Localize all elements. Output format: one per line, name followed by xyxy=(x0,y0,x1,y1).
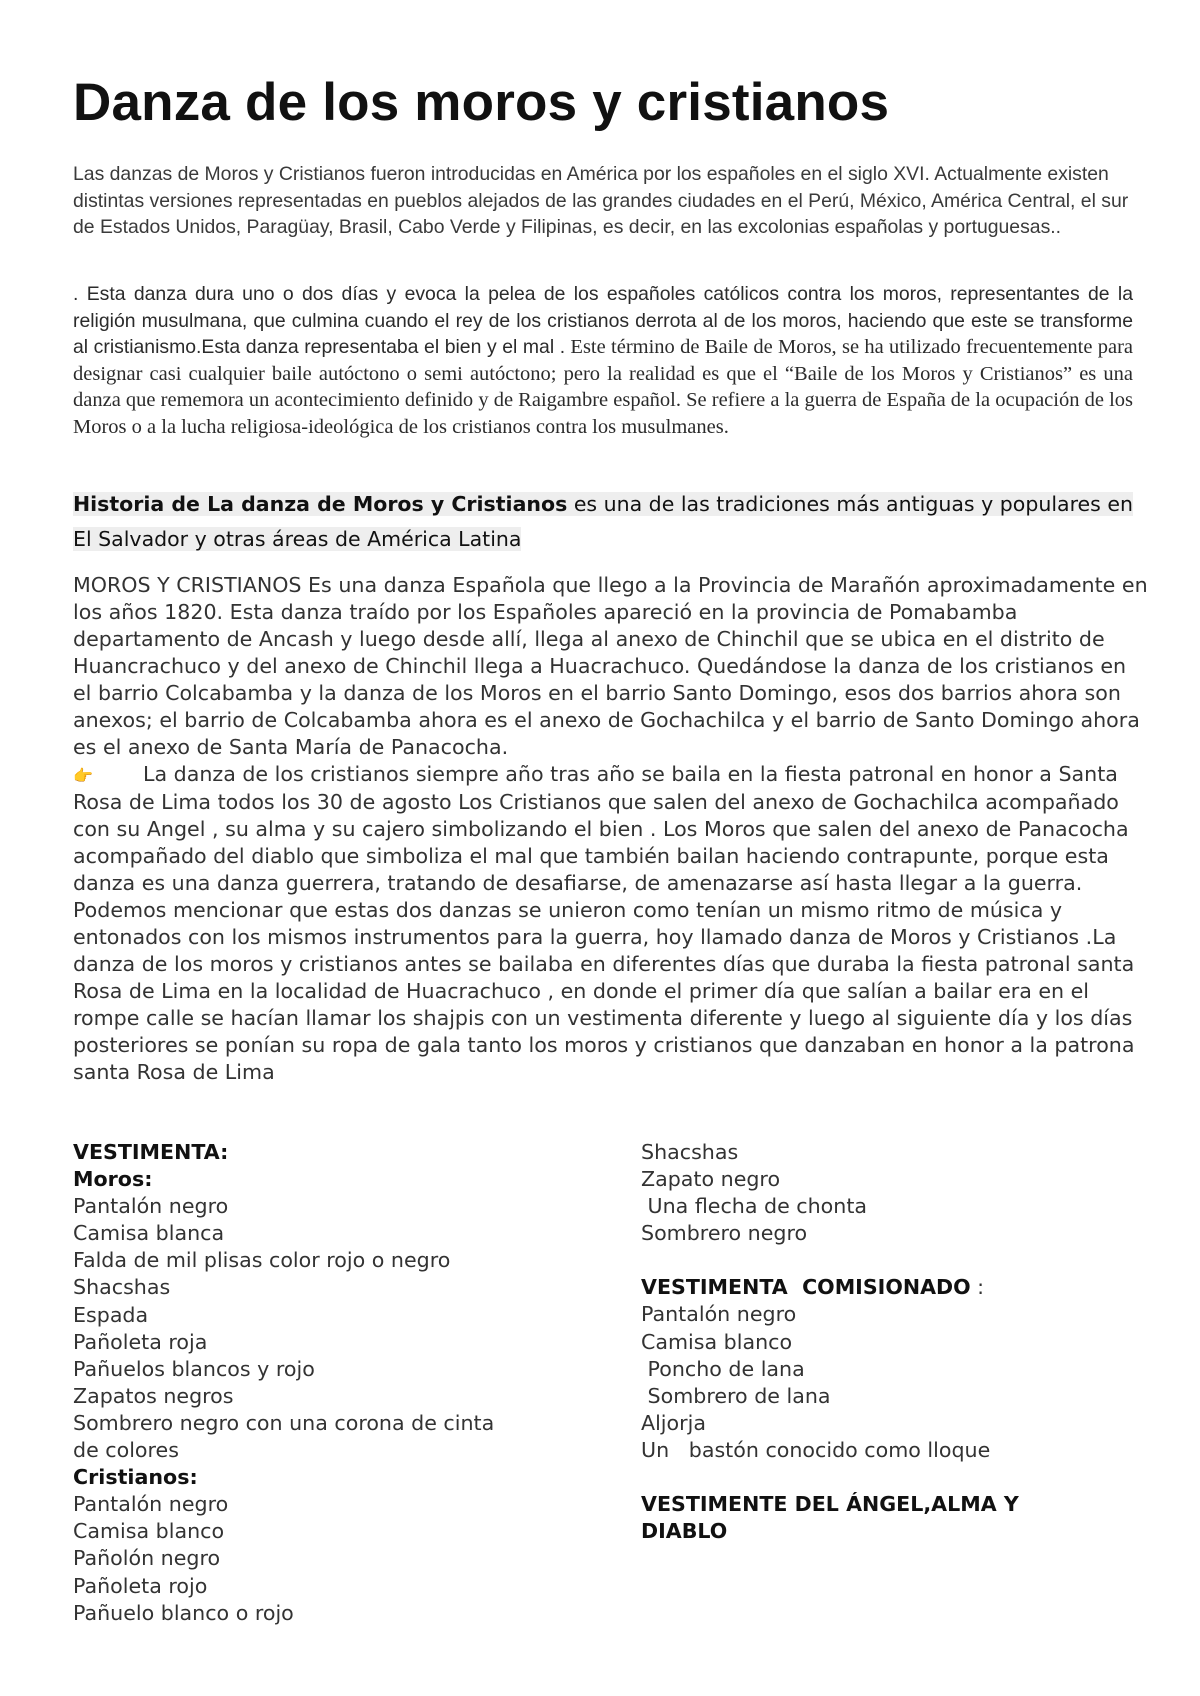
pointing-hand-icon: 👉 xyxy=(73,766,93,785)
left-column xyxy=(73,1139,593,1627)
history-heading xyxy=(73,487,1133,557)
history-highlight xyxy=(73,492,1133,516)
history-rest: es una de las tradiciones más antiguas y populares en xyxy=(567,492,1133,516)
list-item: Pantalón negro xyxy=(73,1492,229,1517)
list-item: Un bastón conocido como lloque xyxy=(641,1437,991,1462)
list-item: Camisa blanco xyxy=(641,1329,793,1354)
list-item: Pantalón negro xyxy=(641,1302,797,1327)
list-item: Zapato negro xyxy=(641,1167,781,1192)
history-bold: Historia de La danza de Moros y Cristianos xyxy=(73,492,568,516)
list-item: Shacshas xyxy=(641,1140,739,1164)
list-item: de colores xyxy=(73,1438,179,1463)
list-item: Poncho de lana xyxy=(641,1356,805,1381)
angel-heading-line-1: VESTIMENTE DEL ÁNGEL,ALMA Y xyxy=(641,1492,1019,1517)
comisionado-colon: : xyxy=(970,1275,985,1300)
list-item: Pantalón negro xyxy=(73,1194,229,1219)
list-item: Una flecha de chonta xyxy=(641,1194,868,1219)
moros-heading: Moros: xyxy=(73,1167,153,1192)
cristianos-heading: Cristianos: xyxy=(73,1465,198,1490)
body-paragraph-2 xyxy=(73,761,1148,1086)
main-body xyxy=(73,572,1148,1086)
intro-paragraph: Las danzas de Moros y Cristianos fueron introducidas en América por los españoles en el siglo XVI. Actualmente existen distintas versiones representadas en pueblos alejados de las grandes ciudades en el Perú, México, América Central, el sur de Estados Unidos, Paragüay, Brasil, Cabo Verde y Filipinas, es decir, en las excolonias españolas y portuguesas.. xyxy=(73,163,1129,238)
list-item: Aljorja xyxy=(641,1410,706,1435)
list-item: Shacshas xyxy=(73,1275,171,1300)
list-item: Sombrero de lana xyxy=(641,1383,831,1408)
comisionado-heading-text: VESTIMENTA COMISIONADO xyxy=(641,1275,971,1300)
spacer xyxy=(641,1464,1161,1491)
body-paragraph-1: MOROS Y CRISTIANOS Es una danza Española que llego a la Provincia de Marañón aproximadamente en los años 1820. Esta danza traído por los Españoles apareció en la provincia de Pomabamba departamento de Ancash y luego desde allí, llega al anexo de Chinchil que se ubica en el distrito de Huancrachuco y del anexo de Chinchil llega a Huacrachuco. Quedándose la danza de los cristianos en el barrio Colcabamba y la danza de los Moros en el barrio Santo Domingo, esos dos barrios ahora son anexos; el barrio de Colcabamba ahora es el anexo de Gochachilca y el barrio de Santo Domingo ahora es el anexo de Santa María de Panacocha. xyxy=(73,573,1148,759)
list-item: Sombrero negro xyxy=(641,1221,808,1246)
list-item: Pañoleta roja xyxy=(73,1329,208,1354)
history-line-2: El Salvador y otras áreas de América Latina xyxy=(73,527,522,551)
list-item: Sombrero negro con una corona de cinta xyxy=(73,1410,495,1435)
second-paragraph xyxy=(73,281,1133,440)
spacer xyxy=(641,1247,1161,1274)
list-item: Zapatos negros xyxy=(73,1383,234,1408)
list-item: Pañolón negro xyxy=(73,1546,221,1571)
list-item: Falda de mil plisas color rojo o negro xyxy=(73,1248,451,1273)
list-item: Pañuelos blancos y rojo xyxy=(73,1356,315,1381)
list-item: Camisa blanco xyxy=(73,1519,225,1544)
list-item: Pañuelo blanco o rojo xyxy=(73,1600,294,1625)
body-paragraph-2-text: La danza de los cristianos siempre año tras año se baila en la fiesta patronal en honor a Santa Rosa de Lima todos los 30 de agosto Los Cristianos que salen del anexo de Gochachilca acompañado con su Angel , su alma y su cajero simbolizando el bien . Los Moros que salen del anexo de Panacocha acompañado del diablo que simboliza el mal que también bailan haciendo contrapunte, porque esta danza es una danza guerrera, tratando de desafiarse, de amenazarse así hasta llegar a la guerra. Podemos mencionar que estas dos danzas se unieron como tenían un mismo ritmo de música y entonados con los mismos instrumentos para la guerra, hoy llamado danza de Moros y Cristianos .La danza de los moros y cristianos antes se bailaba en diferentes días que duraba la fiesta patronal santa Rosa de Lima en la localidad de Huacrachuco , en donde el primer día que salían a bailar era en el rompe calle se hacían llamar los shajpis con un vestimenta diferente y luego al siguiente día y los días posteriores se ponían su ropa de gala tanto los moros y cristianos que danzaban en honor a la patrona santa Rosa de Lima xyxy=(73,762,1135,1084)
second-paragraph-sans: . Esta danza dura uno o dos días y evoca la pelea de los españoles católicos contra los moros, representantes de la religión musulmana, que culmina cuando el rey de los cristianos derrota al de los moros, haciendo que este se transforme al cristianismo.Esta danza representaba el bien y el mal . xyxy=(73,283,1133,358)
angel-heading-line-2: DIABLO xyxy=(641,1519,728,1544)
vestimenta-heading: VESTIMENTA: xyxy=(73,1140,229,1164)
page-title: Danza de los moros y cristianos xyxy=(73,73,890,132)
list-item: Camisa blanca xyxy=(73,1221,225,1246)
second-paragraph-serif: Este término de Baile de Moros, se ha utilizado frecuentemente para designar casi cualquier baile autóctono o semi autóctono; pero la realidad es que el “Baile de los Moros y Cristianos” es una danza que rememora un acontecimiento definido y de Raigambre español. Se refiere a la guerra de España de la ocupación de los Moros o a la lucha religiosa-ideológica de los cristianos contra los musulmanes. xyxy=(73,336,1134,438)
list-item: Espada xyxy=(73,1302,149,1327)
comisionado-heading xyxy=(641,1274,1161,1301)
right-column xyxy=(641,1139,1161,1545)
list-item: Pañoleta rojo xyxy=(73,1573,208,1598)
